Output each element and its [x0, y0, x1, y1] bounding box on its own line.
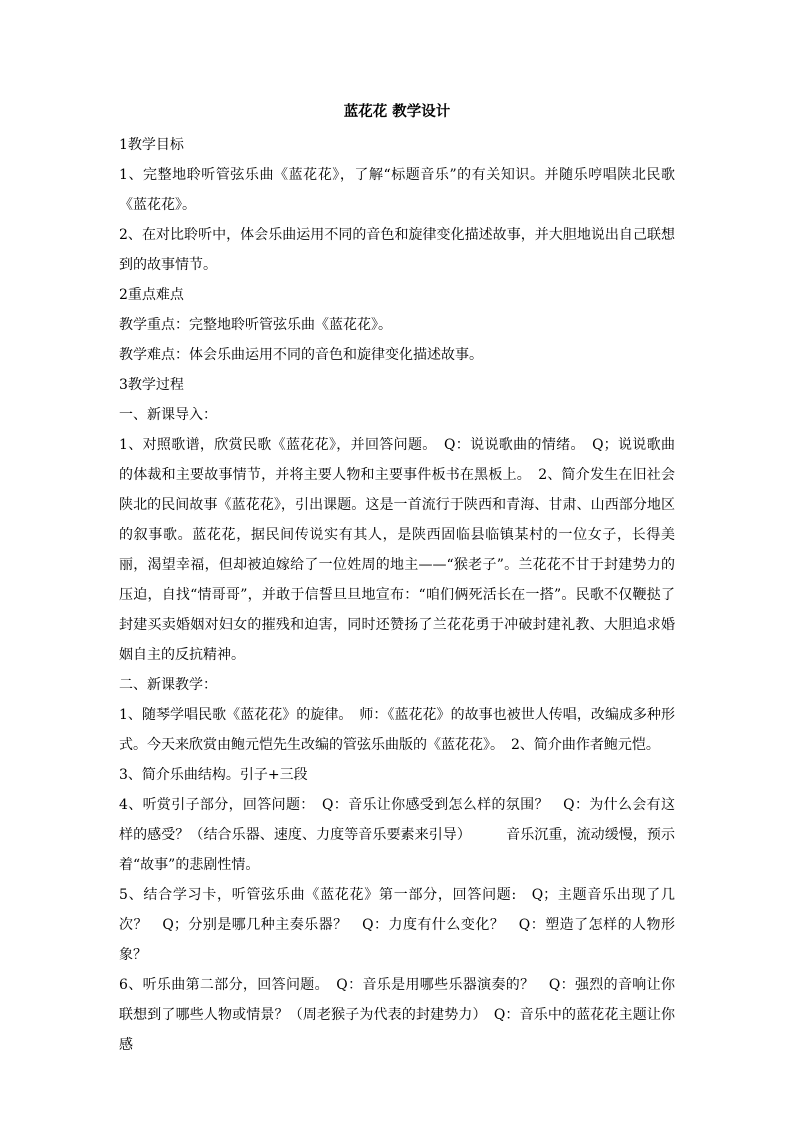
section-heading: 3教学过程 [119, 377, 184, 393]
paragraph: 教学重点：完整地聆听管弦乐曲《蓝花花》。 [119, 317, 392, 333]
paragraph: 教学难点：体会乐曲运用不同的音色和旋律变化描述故事。 [119, 347, 483, 363]
subsection-heading: 二、新课教学： [119, 677, 217, 693]
section-heading: 1教学目标 [119, 137, 184, 153]
paragraph: 3、简介乐曲结构。引子+三段 [119, 767, 308, 783]
paragraph: 2、在对比聆听中，体会乐曲运用不同的音色和旋律变化描述故事，并大胆地说出自己联想到的故事情节。 [119, 227, 675, 273]
section-heading: 2重点难点 [119, 287, 184, 303]
paragraph: 6、听乐曲第二部分，回答问题。 Q：音乐是用哪些乐器演奏的？ Q：强烈的音响让你联想到了哪些人物或情景？（周老猴子为代表的封建势力） Q：音乐中的蓝花花主题让你感 [119, 977, 675, 1053]
paragraph: 1、随琴学唱民歌《蓝花花》的旋律。 师：《蓝花花》的故事也被世人传唱，改编成多种形式。今天来欣赏由鲍元恺先生改编的管弦乐曲版的《蓝花花》。 2、简介曲作者鲍元恺。 [119, 707, 675, 753]
document-title: 蓝花花 教学设计 [343, 103, 451, 120]
paragraph: 1、对照歌谱，欣赏民歌《蓝花花》，并回答问题。 Q：说说歌曲的情绪。 Q；说说歌曲的体裁和主要故事情节，并将主要人物和主要事件板书在黑板上。 2、简介发生在旧社会陕北的民间故事《蓝花花》，引出课题。这是一首流行于陕西和青海、甘肃、山西部分地区的叙事歌。蓝花花，据民间传说实有其人，是陕西固临县临镇某村的一位女子，长得美丽，渴望幸福，但却被迫嫁给了一位姓周的地主——“猴老子”。兰花花不甘于封建势力的压迫，自找“情哥哥”，并敢于信誓旦旦地宣布：“咱们俩死活长在一搭”。民歌不仅鞭挞了封建买卖婚姻对妇女的摧残和迫害，同时还赞扬了兰花花勇于冲破封建礼教、大胆追求婚姻自主的反抗精神。 [119, 437, 675, 663]
paragraph: 5、结合学习卡，听管弦乐曲《蓝花花》第一部分，回答问题: Q；主题音乐出现了几次？ Q；分别是哪几种主奏乐器？ Q：力度有什么变化？ Q：塑造了怎样的人物形象？ [119, 887, 675, 963]
paragraph: 1、完整地聆听管弦乐曲《蓝花花》，了解“标题音乐”的有关知识。并随乐哼唱陕北民歌《蓝花花》。 [119, 167, 675, 213]
subsection-heading: 一、新课导入： [119, 407, 217, 423]
document-body [119, 130, 675, 1060]
paragraph: 4、听赏引子部分，回答问题： Q：音乐让你感受到怎么样的氛围？ Q：为什么会有这样的感受？（结合乐器、速度、力度等音乐要素来引导） 音乐沉重，流动缓慢，预示着“故事”的悲剧性情。 [119, 797, 675, 873]
